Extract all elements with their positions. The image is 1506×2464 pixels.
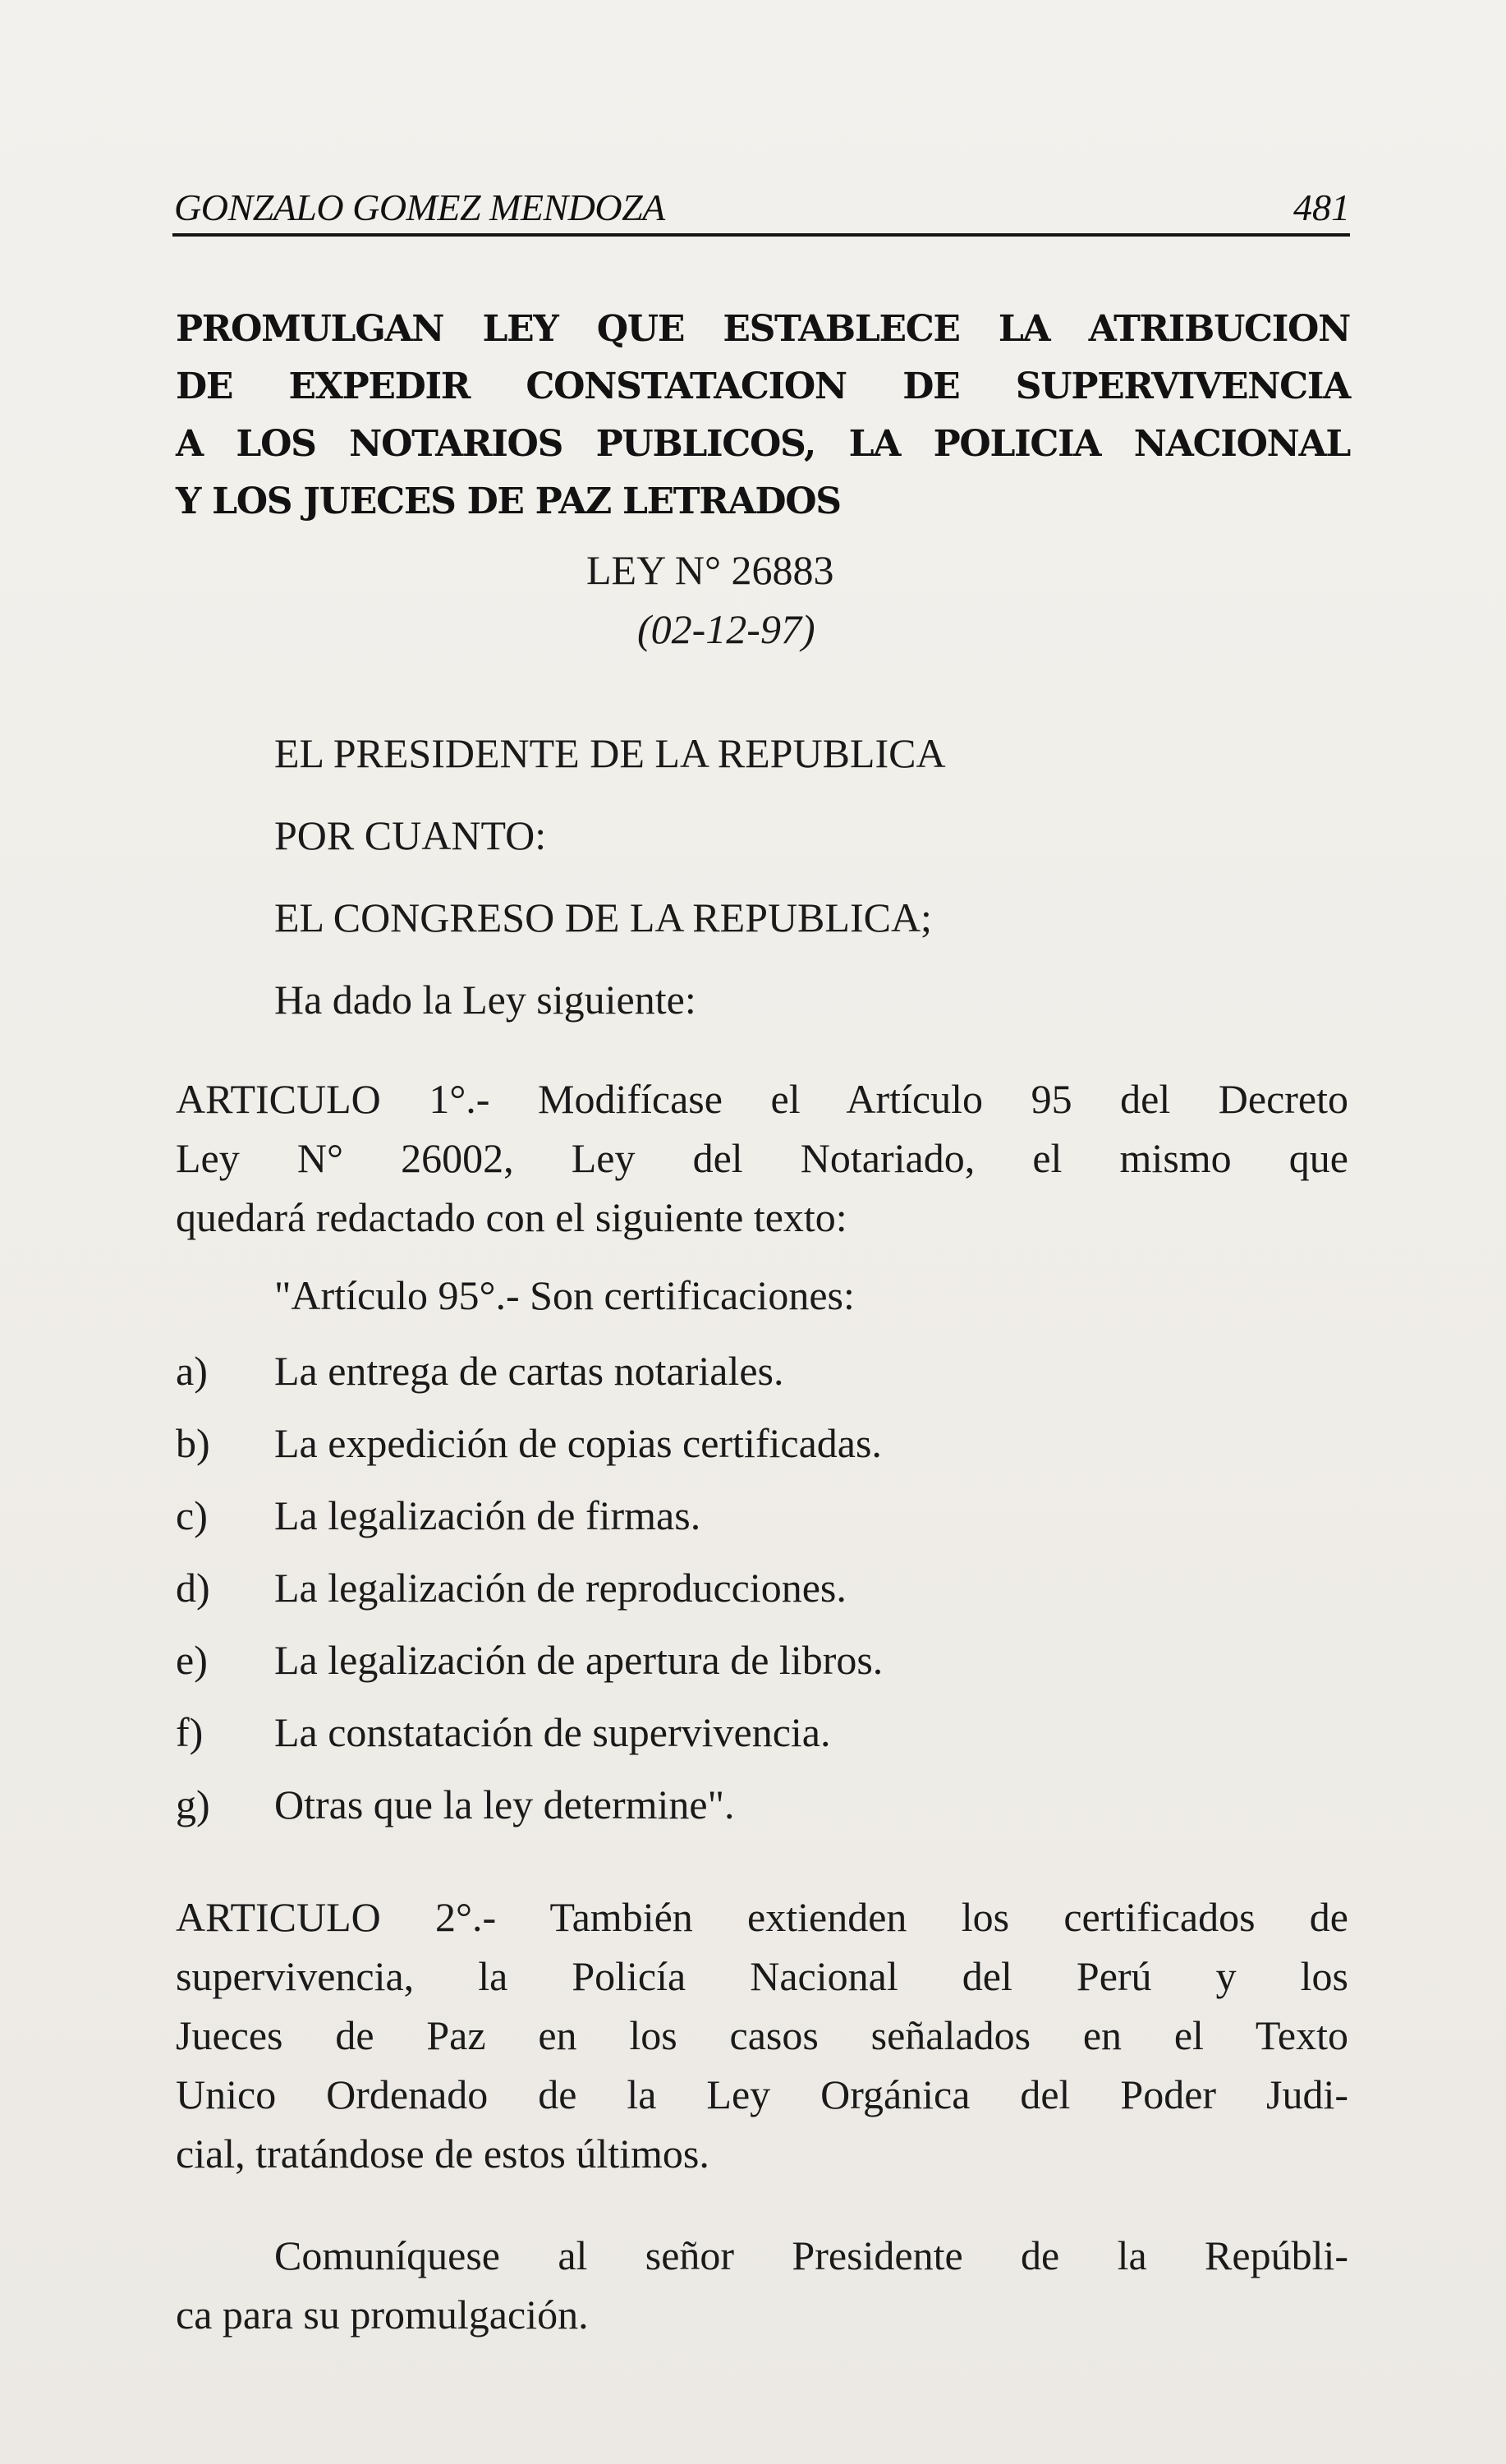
- title-line: Y LOS JUECES DE PAZ LETRADOS: [176, 480, 841, 522]
- articulo-2-line: supervivencia, la Policía Nacional del Perú y los: [176, 1953, 1348, 1999]
- articulo-2-line: Unico Ordenado de la Ley Orgánica del Poder Judi-: [176, 2071, 1348, 2117]
- header-author: GONZALO GOMEZ MENDOZA: [174, 186, 665, 228]
- list-marker: e): [176, 1637, 208, 1683]
- header-rule: [172, 233, 1350, 237]
- list-marker: f): [176, 1709, 204, 1755]
- list-marker: a): [176, 1348, 208, 1394]
- law-title: [176, 301, 1350, 531]
- closing-line: Comuníquese al señor Presidente de la Repúbli-: [274, 2232, 1348, 2278]
- certificaciones-list: [176, 1347, 1350, 1853]
- preamble-por-cuanto: POR CUANTO:: [274, 812, 547, 858]
- articulo-1-line: ARTICULO 1°.- Modifícase el Artículo 95 del Decreto: [176, 1076, 1348, 1122]
- list-text: La entrega de cartas notariales.: [274, 1348, 784, 1394]
- list-item: [176, 1781, 1350, 1853]
- articulo-2-line: ARTICULO 2°.- También extienden los certificados de: [176, 1894, 1348, 1940]
- title-line: A LOS NOTARIOS PUBLICOS, LA POLICIA NACIONAL: [176, 423, 1350, 465]
- list-item: [176, 1347, 1350, 1419]
- list-item: [176, 1492, 1350, 1564]
- list-text: La constatación de supervivencia.: [274, 1709, 831, 1755]
- title-line: PROMULGAN LEY QUE ESTABLECE LA ATRIBUCION: [176, 308, 1350, 350]
- list-marker: c): [176, 1492, 208, 1538]
- list-item: [176, 1636, 1350, 1708]
- articulo-1-line: quedará redactado con el siguiente texto:: [176, 1194, 847, 1240]
- articulo-2-line: cial, tratándose de estos últimos.: [176, 2131, 709, 2177]
- list-marker: d): [176, 1565, 210, 1611]
- list-text: La legalización de reproducciones.: [274, 1565, 847, 1611]
- title-line: DE EXPEDIR CONSTATACION DE SUPERVIVENCIA: [176, 365, 1350, 407]
- list-text: La legalización de apertura de libros.: [274, 1637, 884, 1683]
- list-text: La legalización de firmas.: [274, 1492, 701, 1538]
- law-date: (02-12-97): [637, 606, 815, 652]
- list-item: [176, 1708, 1350, 1781]
- articulo-1: [176, 1069, 1348, 1247]
- articulo-1-line: Ley N° 26002, Ley del Notariado, el mismo que: [176, 1135, 1348, 1181]
- articulo-95-intro: "Artículo 95°.- Son certificaciones:: [274, 1272, 855, 1318]
- list-marker: b): [176, 1420, 210, 1466]
- list-text: La expedición de copias certificadas.: [274, 1420, 882, 1466]
- preamble-president: EL PRESIDENTE DE LA REPUBLICA: [274, 730, 946, 776]
- closing-paragraph: [176, 2226, 1348, 2344]
- list-text: Otras que la ley determine".: [274, 1781, 735, 1827]
- list-item: [176, 1564, 1350, 1636]
- running-header: [172, 179, 1350, 237]
- list-marker: g): [176, 1781, 210, 1827]
- closing-line: ca para su promulgación.: [176, 2292, 589, 2338]
- page-number: 481: [1293, 186, 1350, 228]
- law-number: LEY N° 26883: [586, 547, 834, 593]
- articulo-2-line: Jueces de Paz en los casos señalados en el Texto: [176, 2012, 1348, 2058]
- articulo-2: [176, 1887, 1348, 2183]
- preamble-congress: EL CONGRESO DE LA REPUBLICA;: [274, 894, 932, 940]
- preamble-ha-dado: Ha dado la Ley siguiente:: [274, 977, 696, 1023]
- list-item: [176, 1419, 1350, 1492]
